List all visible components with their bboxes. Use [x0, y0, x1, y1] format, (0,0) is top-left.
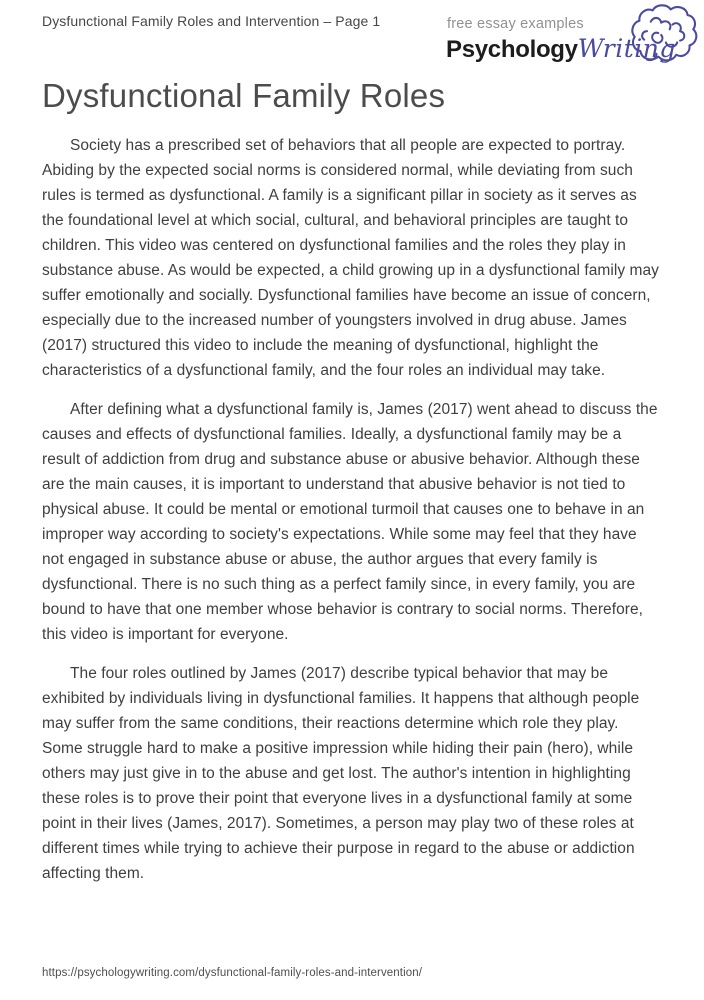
paragraph-2: After defining what a dysfunctional family is, James (2017) went ahead to discuss the causes and effects of dysfunctional families. Ideally, a dysfunctional family may be a result of addiction from drug and substance abuse or abusive behavior. Although these are the main causes, it is important to understand that abusive behavior is not tied to physical abuse. It could be mental or emotional turmoil that causes one to behave in an improper way according to society's expectations. While some may feel that they have not engaged in substance abuse or abuse, the author argues that every family is dysfunctional. There is no such thing as a perfect family since, in every family, you are bound to have that one member whose behavior is contrary to social norms. Therefore, this video is important for everyone. — [42, 401, 658, 643]
logo-tagline: free essay examples — [447, 16, 584, 32]
paragraph-1: Society has a prescribed set of behaviors that all people are expected to portray. Abiding by the expected social norms is considered normal, while deviating from such rules is termed as dysfunctional. A family is a significant pillar in society as it serves as the foundational level at which social, cultural, and behavioral principles are taught to children. This video was centered on dysfunctional families and the roles they play in substance abuse. As would be expected, a child growing up in a dysfunctional family may suffer emotionally and socially. Dysfunctional families have become an issue of concern, especially due to the increased number of youngsters involved in drug abuse. James (2017) structured this video to include the meaning of dysfunctional, highlight the characteristics of a dysfunctional family, and the four roles an individual may take. — [42, 137, 659, 379]
brain-icon — [630, 4, 698, 64]
logo-brand-psychology: Psychology — [446, 36, 578, 63]
source-url[interactable]: https://psychologywriting.com/dysfunctional-family-roles-and-intervention/ — [42, 967, 423, 979]
logo-brand-writing: Writing — [577, 34, 676, 63]
article — [42, 76, 662, 900]
page-header — [0, 0, 704, 78]
psychologywriting-logo — [442, 8, 698, 70]
document-title-header: Dysfunctional Family Roles and Intervention – Page 1 — [42, 13, 381, 29]
article-title: Dysfunctional Family Roles — [42, 77, 446, 114]
paragraph-3: The four roles outlined by James (2017) describe typical behavior that may be exhibited by individuals living in dysfunctional families. It happens that although people may suffer from the same conditions, their reactions determine which role they play. Some struggle hard to make a positive impression while hiding their pain (hero), while others may just give in to the abuse and get lost. The author's intention in highlighting these roles is to prove their point that everyone lives in a dysfunctional family at some point in their lives (James, 2017). Sometimes, a person may play two of these roles at different times while trying to achieve their purpose in regard to the abuse or addiction affecting them. — [42, 665, 640, 882]
article-body — [42, 133, 662, 886]
